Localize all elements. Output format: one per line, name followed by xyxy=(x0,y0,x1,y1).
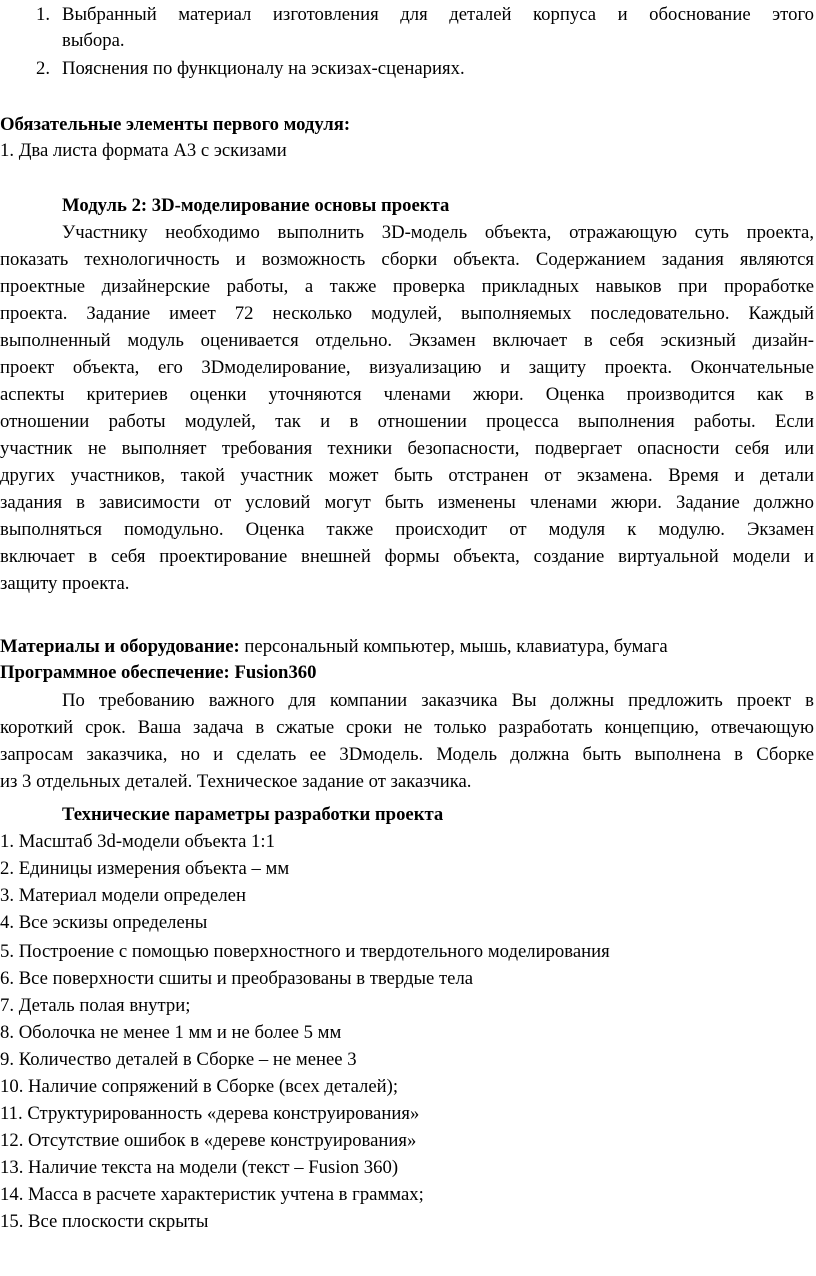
params-item: 13. Наличие текста на модели (текст – Fusion 360) xyxy=(0,1157,399,1178)
paragraph-line: других участников, такой участник может быть отстранен от экзамена. Время и детали xyxy=(0,465,814,486)
list-item-text: Выбранный материал изготовления для деталей корпуса и обоснование этого xyxy=(62,4,814,25)
params-item: 11. Структурированность «дерева конструирования» xyxy=(0,1103,420,1124)
list-item-text: Пояснения по функционалу на эскизах-сценариях. xyxy=(62,58,465,79)
paragraph-line: Участнику необходимо выполнить 3D-модель объекта, отражающую суть проекта, xyxy=(62,222,814,243)
module2-heading: Модуль 2: 3D-моделирование основы проекта xyxy=(62,195,450,216)
params-item: 3. Материал модели определен xyxy=(0,885,246,906)
params-heading: Технические параметры разработки проекта xyxy=(62,804,444,825)
materials-value: персональный компьютер, мышь, клавиатура, бумага xyxy=(239,636,668,657)
materials-line xyxy=(0,634,816,660)
params-item: 6. Все поверхности сшиты и преобразованы в твердые тела xyxy=(0,968,474,989)
paragraph-line: короткий срок. Ваша задача в сжатые сроки не только разработать концепцию, отвечающую xyxy=(0,717,814,738)
params-item: 8. Оболочка не менее 1 мм и не более 5 мм xyxy=(0,1022,342,1043)
params-item: 14. Масса в расчете характеристик учтена в граммах; xyxy=(0,1184,424,1205)
params-item: 2. Единицы измерения объекта – мм xyxy=(0,858,290,879)
module1-heading: Обязательные элементы первого модуля: xyxy=(0,114,351,135)
paragraph-line: из 3 отдельных деталей. Техническое задание от заказчика. xyxy=(0,771,472,792)
list-number: 2. xyxy=(36,58,51,79)
paragraph-line: проекта. Задание имеет 72 несколько модулей, выполняемых последовательно. Каждый xyxy=(0,303,814,324)
paragraph-line: По требованию важного для компании заказчика Вы должны предложить проект в xyxy=(62,690,814,711)
list-number: 1. xyxy=(36,4,51,25)
module1-item: 1. Два листа формата А3 с эскизами xyxy=(0,140,287,161)
paragraph-line: задания в зависимости от условий могут быть изменены членами жюри. Задание должно xyxy=(0,492,814,513)
top-list-item-1 xyxy=(0,2,816,28)
paragraph-line: включает в себя проектирование внешней формы объекта, создание виртуальной модели и xyxy=(0,546,814,567)
params-item: 7. Деталь полая внутри; xyxy=(0,995,191,1016)
materials-label: Материалы и оборудование: xyxy=(0,636,240,657)
params-item: 4. Все эскизы определены xyxy=(0,912,208,933)
paragraph-line: аспекты критериев оценки уточняются членами жюри. Оценка производится как в xyxy=(0,384,814,405)
software-line: Программное обеспечение: Fusion360 xyxy=(0,662,317,683)
paragraph-line: показать технологичность и возможность сборки объекта. Содержанием задания являются xyxy=(0,249,814,270)
params-item: 5. Построение с помощью поверхностного и твердотельного моделирования xyxy=(0,941,610,962)
params-item: 12. Отсутствие ошибок в «дереве конструирования» xyxy=(0,1130,417,1151)
paragraph-line: отношении работы модулей, так и в отношении процесса выполнения работы. Если xyxy=(0,411,814,432)
list-item-continuation: выбора. xyxy=(62,30,125,51)
top-list-item-2 xyxy=(0,56,816,82)
paragraph-line: выполняться помодульно. Оценка также происходит от модуля к модулю. Экзамен xyxy=(0,519,814,540)
paragraph-line: участник не выполняет требования техники безопасности, подвергает опасности себя или xyxy=(0,438,814,459)
paragraph-line: защиту проекта. xyxy=(0,573,130,594)
params-item: 9. Количество деталей в Сборке – не менее 3 xyxy=(0,1049,357,1070)
params-item: 10. Наличие сопряжений в Сборке (всех деталей); xyxy=(0,1076,399,1097)
paragraph-line: проектные дизайнерские работы, а также проверка прикладных навыков при проработке xyxy=(0,276,814,297)
paragraph-line: выполненный модуль оценивается отдельно. Экзамен включает в себя эскизный дизайн- xyxy=(0,330,814,351)
paragraph-line: проект объекта, его 3Dмоделирование, визуализацию и защиту проекта. Окончательные xyxy=(0,357,814,378)
paragraph-line: запросам заказчика, но и сделать ее 3Dмодель. Модель должна быть выполнена в Сборке xyxy=(0,744,814,765)
params-item: 15. Все плоскости скрыты xyxy=(0,1211,209,1232)
params-item: 1. Масштаб 3d-модели объекта 1:1 xyxy=(0,831,275,852)
